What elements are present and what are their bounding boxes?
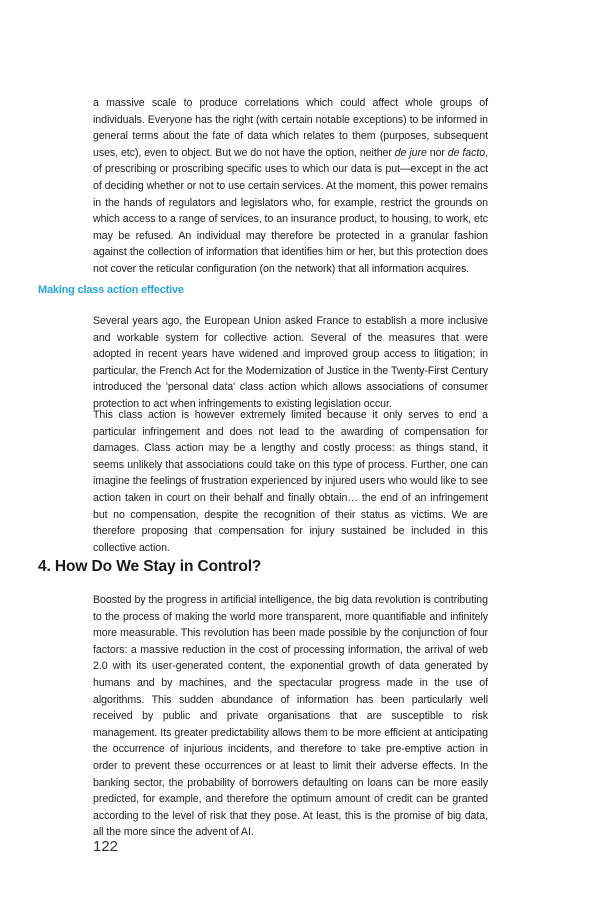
body-paragraph: Boosted by the progress in artificial intelligence, the big data revolution is contributing to the process of making the world more transparent, more quantifiable and infinitely more measurable. This revolution has been made possible by the conjunction of four factors: a massive reduction in the cost of processing information, the arrival of web 2.0 with its user-generated content, the exponential growth of data generated by humans and by machines, and the spectacular progress made in the use of algorithms. This sudden abundance of information has been particularly well received by public and private organisations that are susceptible to risk management. Its greater predictability allows them to be more efficient at anticipating the occurrence of injurious incidents, and therefore to take pre-emptive action in order to prevent these occurrences or at least to limit their adverse effects. In the banking sector, the probability of borrowers defaulting on loans can be more easily predicted, for example, and therefore the optimum amount of credit can be granted according to the level of risk that they pose. At least, this is the promise of big data, all the more since the advent of AI.: [93, 594, 488, 839]
body-paragraph: This class action is however extremely limited because it only serves to end a particular infringement and does not lead to the awarding of compensation for damages. Class action may be a lengthy and costly process: as things stand, it seems unlikely that associations could take on this type of process. Further, one can imagine the feelings of frustration experienced by injured users who would like to see action taken in court on their behalf and finally obtain… the end of an infringement but no compensation, despite the recognition of their status as victims. We are therefore proposing that compensation for injury sustained be included in this collective action.: [93, 409, 488, 554]
paragraph-text: , of prescribing or proscribing specific uses to which our data is put—except in the act of deciding whether or not to use certain services. At the moment, this power remains in the hands of regulators and legislators who, for example, restrict the grounds on which access to a range of services, to an insurance product, to housing, to work, etc may be refused. An individual may therefore be protected in a granular fashion against the collection of information that identifies him or her, but this protection does not cover the reticular configuration (on the network) that all information acquires.: [93, 146, 489, 275]
paragraph-text: nor: [426, 146, 448, 159]
italic-term: de jure: [394, 146, 427, 159]
page-number: 122: [93, 838, 119, 855]
body-paragraph: Several years ago, the European Union asked France to establish a more inclusive and workable system for collective action. Several of the measures that were adopted in recent years have widened and improved group access to litigation; in particular, the French Act for the Modernization of Justice in the Twenty-First Century introduced the 'personal data' class action which allows associations of consumer protection to act when infringements to existing legislation occur.: [93, 315, 488, 410]
italic-term: de facto: [447, 146, 486, 159]
section-heading: 4. How Do We Stay in Control?: [38, 558, 262, 575]
subsection-heading: Making class action effective: [38, 284, 184, 296]
paragraph-text: a massive scale to produce correlations which could affect whole groups of individuals. Everyone has the right (with certain notable exceptions) to be informed in general terms about the fate of data which relates to them (purposes, subsequent uses, etc), even to object. But we do not have the option, neither: [93, 97, 488, 159]
body-paragraph: [93, 95, 488, 278]
